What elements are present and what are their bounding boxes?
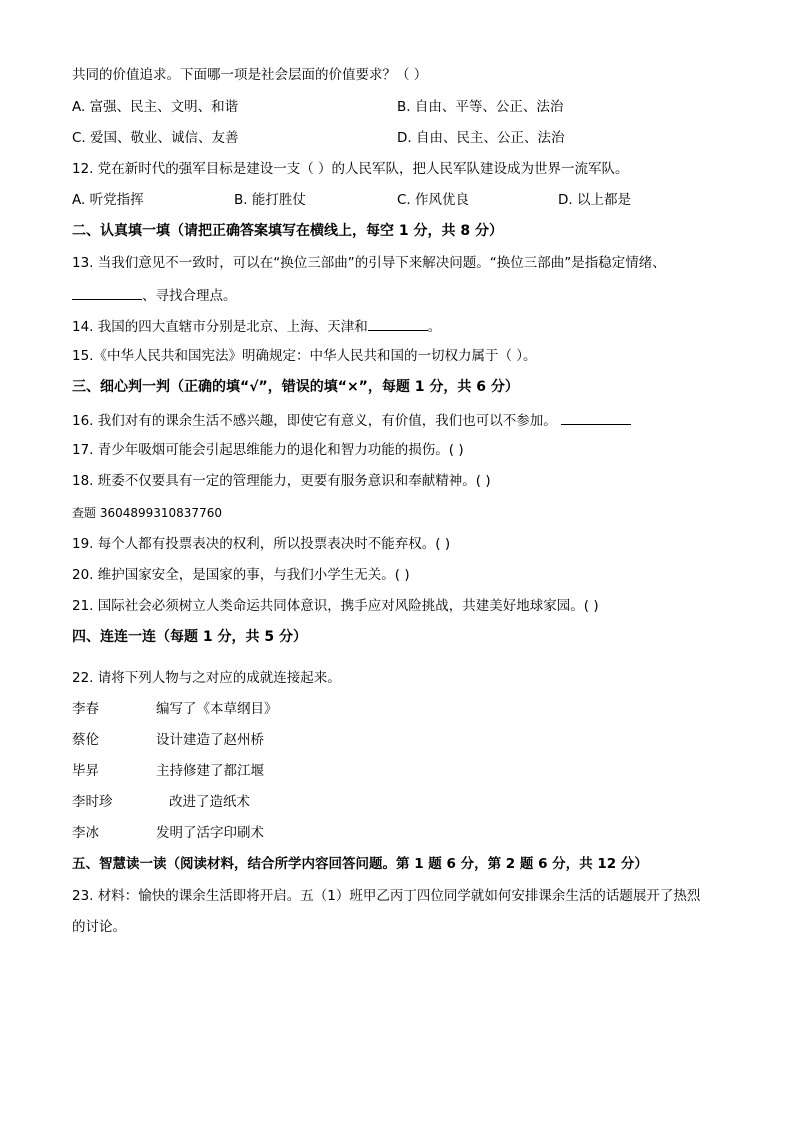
q12-stem: 12. 党在新时代的强军目标是建设一支（ ）的人民军队，把人民军队建设成为世界一流军队。 [72, 161, 629, 177]
q13-line2 [72, 285, 237, 305]
q11-option-d: D. 自由、民主、公正、法治 [397, 130, 565, 146]
q16 [72, 410, 631, 430]
q20: 20. 维护国家安全，是国家的事，与我们小学生无关。( ) [72, 567, 410, 583]
achievement-2[interactable]: 设计建造了赵州桥 [156, 732, 264, 748]
achievement-1[interactable]: 编写了《本草纲目》 [156, 701, 278, 717]
q14-blank[interactable] [368, 316, 428, 331]
q13-line2-text: 、寻找合理点。 [142, 288, 237, 304]
q12-option-d: D. 以上都是 [558, 192, 631, 208]
q14-text: 14. 我国的四大直辖市分别是北京、上海、天津和 [72, 319, 368, 335]
q11-option-b: B. 自由、平等、公正、法治 [397, 99, 564, 115]
person-5[interactable]: 李冰 [72, 825, 99, 841]
section4-heading: 四、连连一连（每题 1 分，共 5 分） [72, 629, 307, 645]
q19: 19. 每个人都有投票表决的权利，所以投票表决时不能弃权。( ) [72, 536, 451, 552]
person-4[interactable]: 李时珍 [72, 794, 113, 810]
person-3[interactable]: 毕昇 [72, 763, 99, 779]
achievement-5[interactable]: 发明了活字印刷术 [156, 825, 264, 841]
achievement-3[interactable]: 主持修建了都江堰 [156, 763, 264, 779]
q11-option-a: A. 富强、民主、文明、和谐 [72, 99, 239, 115]
q13-blank[interactable] [72, 285, 142, 300]
q12-option-b: B. 能打胜仗 [234, 192, 306, 208]
q13-line1: 13. 当我们意见不一致时，可以在“换位三部曲”的引导下来解决问题。“换位三部曲”是指稳定情绪、 [72, 255, 666, 271]
q16-text: 16. 我们对有的课余生活不感兴趣，即使它有意义，有价值，我们也可以不参加。 [72, 413, 557, 429]
q23-line1: 23. 材料：愉快的课余生活即将开启。五（1）班甲乙丙丁四位同学就如何安排课余生活的话题展开了热烈 [72, 888, 701, 904]
q15: 15.《中华人民共和国宪法》明确规定：中华人民共和国的一切权力属于（ ）。 [72, 348, 537, 364]
section2-heading: 二、认真填一填（请把正确答案填写在横线上，每空 1 分，共 8 分） [72, 223, 503, 239]
lookup-code: 查题 3604899310837760 [72, 506, 222, 520]
section3-heading: 三、细心判一判（正确的填“√”，错误的填“×”，每题 1 分，共 6 分） [72, 379, 519, 395]
q21: 21. 国际社会必须树立人类命运共同体意识，携手应对风险挑战，共建美好地球家园。( ) [72, 598, 599, 614]
q16-blank[interactable] [561, 410, 631, 425]
q14 [72, 316, 441, 336]
q12-option-a: A. 听党指挥 [72, 192, 144, 208]
person-1[interactable]: 李春 [72, 701, 99, 717]
q23-line2: 的讨论。 [72, 919, 126, 935]
q11-option-c: C. 爱国、敬业、诚信、友善 [72, 130, 239, 146]
q14-end: 。 [427, 319, 442, 335]
q18: 18. 班委不仅要具有一定的管理能力，更要有服务意识和奉献精神。( ) [72, 473, 491, 489]
q22: 22. 请将下列人物与之对应的成就连接起来。 [72, 670, 341, 686]
q17: 17. 青少年吸烟可能会引起思维能力的退化和智力功能的损伤。( ) [72, 442, 464, 458]
q11-stem: 共同的价值追求。下面哪一项是社会层面的价值要求？（ ） [72, 67, 428, 83]
q12-option-c: C. 作风优良 [397, 192, 470, 208]
section5-heading: 五、智慧读一读（阅读材料，结合所学内容回答问题。第 1 题 6 分，第 2 题 6 分，共 12 分） [72, 856, 648, 872]
achievement-4[interactable]: 改进了造纸术 [169, 794, 250, 810]
person-2[interactable]: 蔡伦 [72, 732, 99, 748]
